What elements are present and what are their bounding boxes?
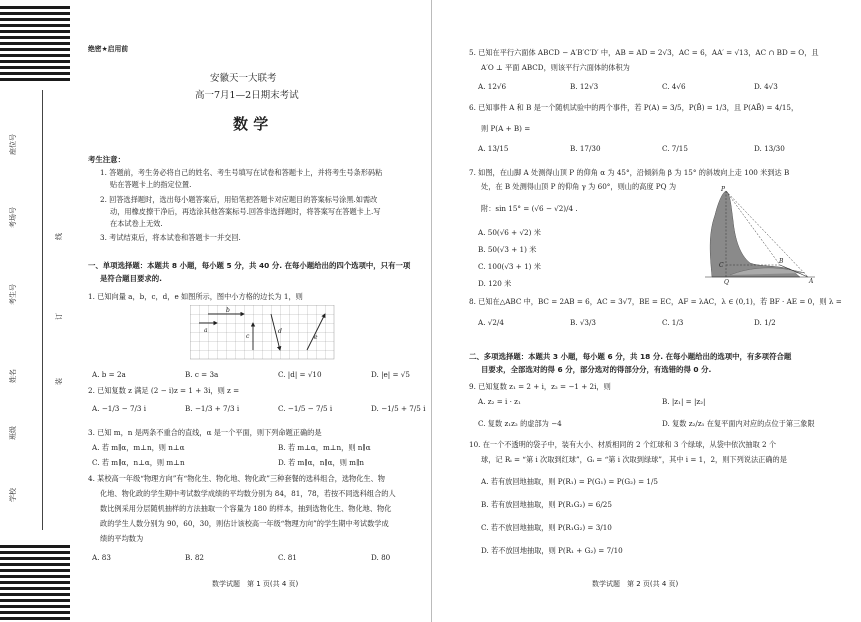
q6-option-b[interactable]: B. 17/30 (570, 144, 601, 153)
binding-stripe (0, 563, 70, 566)
q1-label-c: c (246, 333, 250, 340)
binding-stripe (0, 54, 70, 57)
school-label: 学校 (9, 488, 17, 502)
q1-option-b[interactable]: B. c = 3a (185, 370, 219, 379)
binding-stripe (0, 605, 70, 608)
q8-option-d[interactable]: D. 1/2 (754, 318, 776, 327)
question-7-l2: 处，在 B 处测得山顶 P 的仰角 γ 为 60°，则山的高度 PQ 为 (481, 182, 677, 191)
q7-option-c[interactable]: C. 100(√3 + 1) 米 (478, 262, 541, 271)
q8-option-c[interactable]: C. 1/3 (662, 318, 684, 327)
q10-option-b[interactable]: B. 若有放回地抽取，则 P(R₁G₂) = 6/25 (481, 500, 612, 509)
binding-stripe (0, 72, 70, 75)
binding-stripe (0, 587, 70, 590)
question-7-l1: 7. 如图，在山脚 A 处测得山顶 P 的仰角 α 为 45°，沿倾斜角 β 为 15° 的斜坡向上走 100 米到达 B (469, 168, 790, 177)
notice-1a: 1. 答题前，考生务必将自己的姓名、考生号填写在试卷和答题卡上，并将考生号条形码粘 (100, 168, 383, 177)
question-1: 1. 已知向量 a，b，c，d，e 如图所示，图中小方格的边长为 1，则 (88, 292, 303, 301)
q7-option-b[interactable]: B. 50(√3 + 1) 米 (478, 245, 537, 254)
q3-option-c[interactable]: C. 若 m∥α，n⊥α，则 m⊥n (92, 458, 185, 467)
q8-option-a[interactable]: A. √2/4 (478, 318, 504, 327)
q6-option-a[interactable]: A. 13/15 (478, 144, 509, 153)
binding-stripe (0, 42, 70, 45)
binding-stripe (0, 36, 70, 39)
q8-option-b[interactable]: B. √3/3 (570, 318, 596, 327)
seat-number-label: 座位号 (9, 134, 17, 155)
page-divider (431, 0, 432, 622)
binding-stripe (0, 18, 70, 21)
question-6-l2: 则 P(A + B) = (481, 124, 531, 133)
binding-stripe (0, 581, 70, 584)
question-4-l4: 政的学生人数分别为 90，60，30，则估计该校高一年级“物理方向”的学生期中考试数学成 (100, 519, 389, 528)
binding-stripe (0, 551, 70, 554)
q1-label-a: a (204, 327, 208, 334)
q4-option-c[interactable]: C. 81 (278, 553, 297, 562)
candidate-number-label: 考生号 (9, 284, 17, 305)
notice-1b: 贴在答题卡上的指定位置. (110, 180, 192, 189)
q10-option-a[interactable]: A. 若有放回地抽取，则 P(R₁) = P(G₁) = P(G₂) = 1/5 (481, 477, 658, 486)
binding-stripe (0, 6, 70, 9)
q3-option-d[interactable]: D. 若 m∥α，n∥α，则 m∥n (278, 458, 364, 467)
q4-option-a[interactable]: A. 83 (92, 553, 111, 562)
question-3: 3. 已知 m，n 是两条不重合的直线，α 是一个平面，则下列命题正确的是 (88, 428, 322, 437)
binding-stripe (0, 78, 70, 81)
q7-option-a[interactable]: A. 50(√6 + √2) 米 (478, 228, 541, 237)
q9-option-c[interactable]: C. 复数 z₁z₂ 的虚部为 −4 (478, 419, 562, 428)
q5-option-d[interactable]: D. 4√3 (754, 82, 778, 91)
binding-stripe (0, 557, 70, 560)
q10-option-c[interactable]: C. 若不放回地抽取，则 P(R₁G₂) = 3/10 (481, 523, 612, 532)
binding-stripe (0, 617, 70, 620)
cut-mark-ding: 订 (55, 313, 63, 320)
notice-2c: 在本试卷上无效. (110, 219, 163, 228)
q1-vector-grid (190, 305, 335, 360)
question-6-l1: 6. 已知事件 A 和 B 是一个随机试验中的两个事件，若 P(A) = 3/5，P(B̄) = 1/3，且 P(AB̄) = 4/15， (469, 103, 799, 112)
q2-option-d[interactable]: D. −1/5 + 7/5 i (371, 404, 426, 413)
binding-stripe (0, 599, 70, 602)
q5-option-b[interactable]: B. 12√3 (570, 82, 599, 91)
binding-stripe (0, 611, 70, 614)
q10-option-d[interactable]: D. 若不放回地抽取，则 P(R₁ + G₂) = 7/10 (481, 546, 623, 555)
section-1-heading-cont: 是符合题目要求的. (100, 274, 162, 283)
binding-stripe (0, 24, 70, 27)
question-9: 9. 已知复数 z₁ = 2 + i，z₂ = −1 + 2i，则 (469, 382, 611, 391)
q1-option-d[interactable]: D. |e| = √5 (371, 370, 410, 379)
q7-label-q: Q (724, 279, 729, 285)
binding-stripe (0, 66, 70, 69)
q9-option-b[interactable]: B. |z₁| = |z₂| (662, 397, 706, 406)
question-5-l2: A′O ⊥ 平面 ABCD，则该平行六面体的体积为 (481, 63, 630, 72)
binding-stripe (0, 60, 70, 63)
question-8: 8. 已知在△ABC 中，BC = 2AB = 6，AC = 3√7，BE = EC，AF = λAC，λ ∈ (0,1)，若 BF · AE = 0，则 λ = (469, 297, 842, 306)
binding-stripe (0, 12, 70, 15)
binding-stripe (0, 569, 70, 572)
question-5-l1: 5. 已知在平行六面体 ABCD − A′B′C′D′ 中，AB = AD = 2√3，AC = 6，AA′ = √13，AC ∩ BD = O，且 (469, 48, 819, 57)
q7-option-d[interactable]: D. 120 米 (478, 279, 512, 288)
q9-option-d[interactable]: D. 复数 z₂/z₁ 在复平面内对应的点位于第三象限 (662, 419, 815, 428)
q2-option-a[interactable]: A. −1/3 − 7/3 i (92, 404, 147, 413)
org-name: 安徽天一大联考 (210, 73, 277, 84)
question-4-l3: 数比例采用分层随机抽样的方法抽取一个容量为 180 的样本，抽到选物化生、物化地、物化 (100, 504, 392, 513)
binding-stripe (0, 545, 70, 548)
q1-option-a[interactable]: A. b = 2a (92, 370, 126, 379)
section-1-heading: 一、单项选择题：本题共 8 小题，每小题 5 分，共 40 分. 在每小题给出的四个选项中，只有一项 (88, 261, 411, 270)
section-2-heading-cont: 目要求，全部选对的得 6 分，部分选对的得部分分，有选错的得 0 分. (481, 365, 712, 374)
question-4-l1: 4. 某校高一年级“物理方向”有“物化生、物化地、物化政”三种套餐的选科组合，选物化生、物 (88, 474, 385, 483)
exam-name: 高一7月1—2日期末考试 (195, 90, 299, 101)
question-4-l5: 绩的平均数为 (100, 534, 144, 543)
question-4-l2: 化地、物化政的学生期中考试数学成绩的平均数分别为 84，81，78，若按不同选科组合的人 (100, 489, 396, 498)
question-7-note: 附：sin 15° = (√6 − √2)/4 . (481, 204, 578, 213)
binding-stripe (0, 593, 70, 596)
exam-room-label: 考场号 (9, 207, 17, 228)
cut-mark-xian: 线 (55, 233, 63, 240)
notice-3: 3. 考试结束后，将本试卷和答题卡一并交回. (100, 233, 241, 242)
page-2-footer: 数学试题 第 2 页(共 4 页) (592, 580, 679, 588)
question-10-l2: 球，记 Rᵢ = “第 i 次取到红球”，Gᵢ = “第 i 次取到绿球”，其中 i = 1，2，则下列说法正确的是 (481, 455, 787, 464)
q7-label-b: B (779, 258, 784, 265)
q4-option-b[interactable]: B. 82 (185, 553, 204, 562)
q7-label-p: P (721, 186, 726, 193)
q2-option-c[interactable]: C. −1/5 − 7/5 i (278, 404, 333, 413)
q9-option-a[interactable]: A. z₂ = i · z₁ (478, 397, 521, 406)
q3-option-b[interactable]: B. 若 m⊥α，m⊥n，则 n∥α (278, 443, 371, 452)
q6-option-d[interactable]: D. 13/30 (754, 144, 785, 153)
cut-mark-zhuang: 装 (55, 378, 63, 385)
q1-label-b: b (226, 307, 230, 314)
q2-option-b[interactable]: B. −1/3 + 7/3 i (185, 404, 240, 413)
binding-stripe (0, 575, 70, 578)
question-10-l1: 10. 在一个不透明的袋子中，装有大小、材质相同的 2 个红球和 3 个绿球，从袋中依次抽取 2 个 (469, 440, 777, 449)
q7-label-c: C (719, 262, 724, 269)
subject-title: 数 学 (233, 115, 269, 133)
section-2-heading: 二、多项选择题：本题共 3 小题，每小题 6 分，共 18 分. 在每小题给出的选项中，有多项符合题 (469, 352, 792, 361)
q3-option-a[interactable]: A. 若 m∥α，m⊥n，则 n⊥α (92, 443, 185, 452)
q4-option-d[interactable]: D. 80 (371, 553, 391, 562)
name-label: 姓名 (9, 369, 17, 383)
question-2: 2. 已知复数 z 满足 (2 − i)z = 1 + 3i，则 z = (88, 386, 240, 395)
binding-line (42, 90, 43, 530)
q7-mountain-figure (700, 185, 820, 285)
binding-strip (0, 0, 72, 622)
confidential-mark: 绝密★启用前 (88, 45, 129, 53)
q6-option-c[interactable]: C. 7/15 (662, 144, 688, 153)
notice-2b: 动，用橡皮擦干净后，再选涂其他答案标号.回答非选择题时，将答案写在答题卡上.写 (110, 207, 381, 216)
q1-label-d: d (278, 328, 282, 335)
notice-2a: 2. 回答选择题时，选出每小题答案后，用铅笔把答题卡对应题目的答案标号涂黑.如需改 (100, 195, 378, 204)
q5-option-a[interactable]: A. 12√6 (478, 82, 507, 91)
notice-title: 考生注意： (88, 155, 125, 164)
q5-option-c[interactable]: C. 4√6 (662, 82, 686, 91)
binding-stripe (0, 30, 70, 33)
q1-option-c[interactable]: C. |d| = √10 (278, 370, 322, 379)
q7-label-a: A (809, 278, 814, 285)
page-1-footer: 数学试题 第 1 页(共 4 页) (212, 580, 299, 588)
q1-label-e: e (314, 334, 318, 341)
binding-stripe (0, 48, 70, 51)
class-label: 班级 (9, 426, 17, 440)
